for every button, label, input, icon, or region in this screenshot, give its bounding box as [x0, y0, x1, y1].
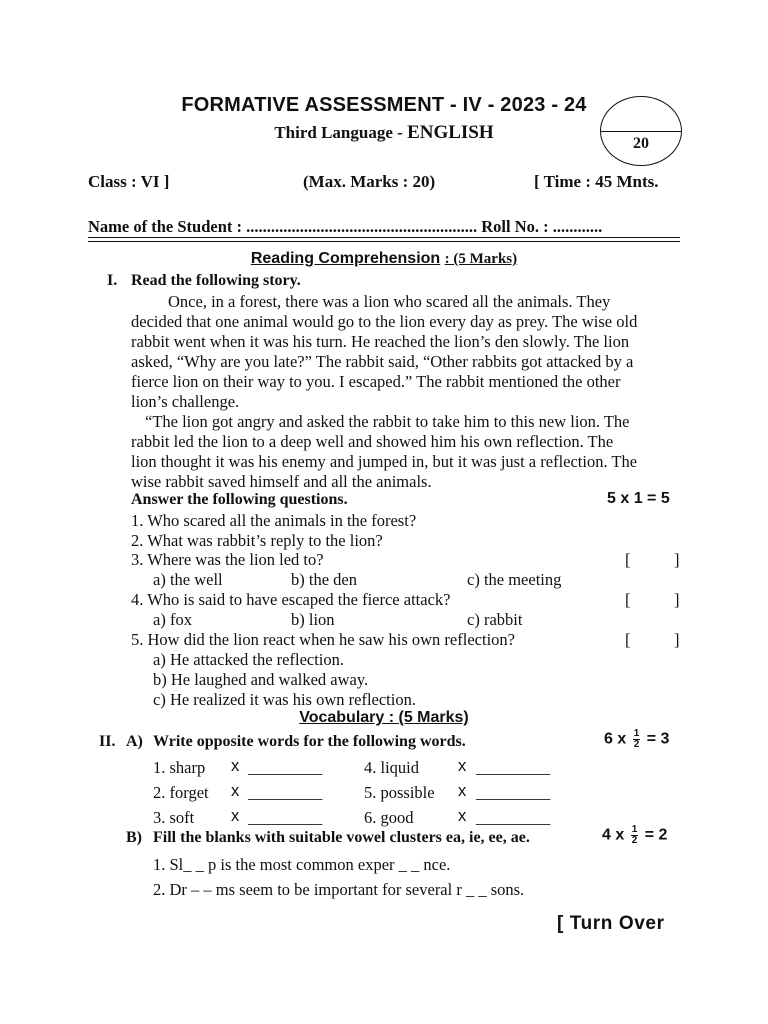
subtitle-language: ENGLISH [407, 122, 494, 143]
answer-bracket-close: ] [674, 590, 680, 609]
time-label: [ Time : 45 Mnts. [534, 172, 659, 191]
part-a-marks [604, 729, 669, 750]
vocab-word: 3. soft [153, 808, 195, 827]
comprehension-question: 1. Who scared all the animals in the forest? [131, 511, 417, 530]
cross-mark: x [458, 807, 467, 825]
story-line: wise rabbit saved himself and all the animals. [131, 472, 432, 491]
answer-bracket-open: [ [625, 630, 631, 649]
comprehension-question: 3. Where was the lion led to? [131, 550, 324, 569]
total-marks-circle [600, 96, 682, 166]
answer-blank: _________ [248, 783, 323, 802]
max-marks-label: (Max. Marks : 20) [303, 172, 436, 191]
fraction-numerator: 1 [631, 824, 638, 835]
subtitle-prefix: Third Language - [274, 123, 408, 142]
option-a: a) fox [153, 610, 192, 629]
cross-mark: x [458, 782, 467, 800]
answer-blank: _________ [248, 758, 323, 777]
marks-total: = 2 [644, 826, 668, 844]
story-line: rabbit led the lion to a deep well and showed him his own reflection. The [131, 432, 614, 451]
vocabulary-heading-text: Vocabulary : (5 Marks) [299, 709, 469, 726]
answer-blank: _________ [248, 808, 323, 827]
vocab-word: 4. liquid [364, 758, 420, 777]
option-c: c) the meeting [467, 570, 562, 589]
cross-mark: x [458, 757, 467, 775]
total-marks-value: 20 [633, 135, 649, 152]
option-a: a) the well [153, 570, 223, 589]
story-line: lion thought it was his enemy and jumped in, but it was just a reflection. The [131, 452, 638, 471]
question-1-number: I. [107, 272, 118, 289]
reading-heading-text: Reading Comprehension [250, 250, 441, 267]
comprehension-question: 5. How did the lion react when he saw his own reflection? [131, 630, 515, 649]
fill-blank-item: 2. Dr – – ms seem to be important for several r _ _ sons. [153, 880, 525, 899]
option-a: a) He attacked the reflection. [153, 650, 345, 669]
marks-multiplier: 6 x [604, 730, 627, 748]
part-b-marks [602, 825, 667, 846]
cross-mark: x [231, 807, 240, 825]
vocab-word: 1. sharp [153, 758, 206, 777]
divider-rule-1 [88, 237, 680, 238]
comprehension-question: 4. Who is said to have escaped the fierce attack? [131, 590, 451, 609]
comprehension-question: 2. What was rabbit’s reply to the lion? [131, 531, 383, 550]
part-a-instruction: Write opposite words for the following words. [153, 733, 466, 750]
option-b: b) He laughed and walked away. [153, 670, 369, 689]
fill-blank-item: 1. Sl_ _ p is the most common exper _ _ nce. [153, 855, 451, 874]
answer-bracket-close: ] [674, 630, 680, 649]
story-line: fierce lion on their way to you. I escaped.” The rabbit mentioned the other [131, 372, 621, 391]
student-name-roll-line: Name of the Student : ........................................................ Roll No. : ............ [88, 217, 603, 236]
story-line: lion’s challenge. [131, 392, 240, 411]
marks-total: = 3 [646, 730, 670, 748]
answer-bracket-close: ] [674, 550, 680, 569]
story-line: asked, “Why are you late?” The rabbit said, “Other rabbits got attacked by a [131, 352, 634, 371]
part-b-label: B) [126, 829, 142, 846]
story-line: decided that one animal would go to the lion every day as prey. The wise old [131, 312, 638, 331]
fraction-denominator: 2 [631, 835, 638, 846]
vocab-word: 5. possible [364, 783, 435, 802]
cross-mark: x [231, 757, 240, 775]
story-line: rabbit went when it was his turn. He reached the lion’s den slowly. The lion [131, 332, 630, 351]
part-b-instruction: Fill the blanks with suitable vowel clusters ea, ie, ee, ae. [153, 829, 530, 846]
marks-multiplier: 4 x [602, 826, 625, 844]
story-line: Once, in a forest, there was a lion who scared all the animals. They [168, 292, 611, 311]
answer-bracket-open: [ [625, 550, 631, 569]
option-b: b) lion [291, 610, 335, 629]
part-a-label: A) [126, 733, 143, 750]
half-fraction [631, 825, 639, 846]
divider-rule-2 [88, 241, 680, 242]
reading-heading-marks: : (5 Marks) [444, 251, 518, 267]
class-label: Class : VI ] [88, 172, 170, 191]
question-2-number: II. [99, 733, 116, 750]
reading-heading [0, 250, 768, 268]
page-title: FORMATIVE ASSESSMENT - IV - 2023 - 24 [181, 94, 587, 116]
vocab-word: 6. good [364, 808, 414, 827]
option-c: c) He realized it was his own reflection. [153, 690, 416, 709]
answer-bracket-open: [ [625, 590, 631, 609]
answer-marks: 5 x 1 = 5 [607, 490, 670, 507]
reading-instruction: Read the following story. [131, 272, 301, 289]
vocab-word: 2. forget [153, 783, 209, 802]
answer-blank: _________ [476, 758, 551, 777]
story-line: “The lion got angry and asked the rabbit to take him to this new lion. The [145, 412, 630, 431]
fraction-numerator: 1 [633, 728, 640, 739]
circle-divider [601, 131, 681, 132]
cross-mark: x [231, 782, 240, 800]
answer-blank: _________ [476, 783, 551, 802]
answer-blank: _________ [476, 808, 551, 827]
option-b: b) the den [291, 570, 357, 589]
vocabulary-heading [0, 709, 768, 727]
half-fraction [633, 729, 641, 750]
fraction-denominator: 2 [633, 739, 640, 750]
option-c: c) rabbit [467, 610, 523, 629]
turn-over-label: [ Turn Over [557, 913, 665, 934]
answer-instruction: Answer the following questions. [131, 491, 348, 508]
